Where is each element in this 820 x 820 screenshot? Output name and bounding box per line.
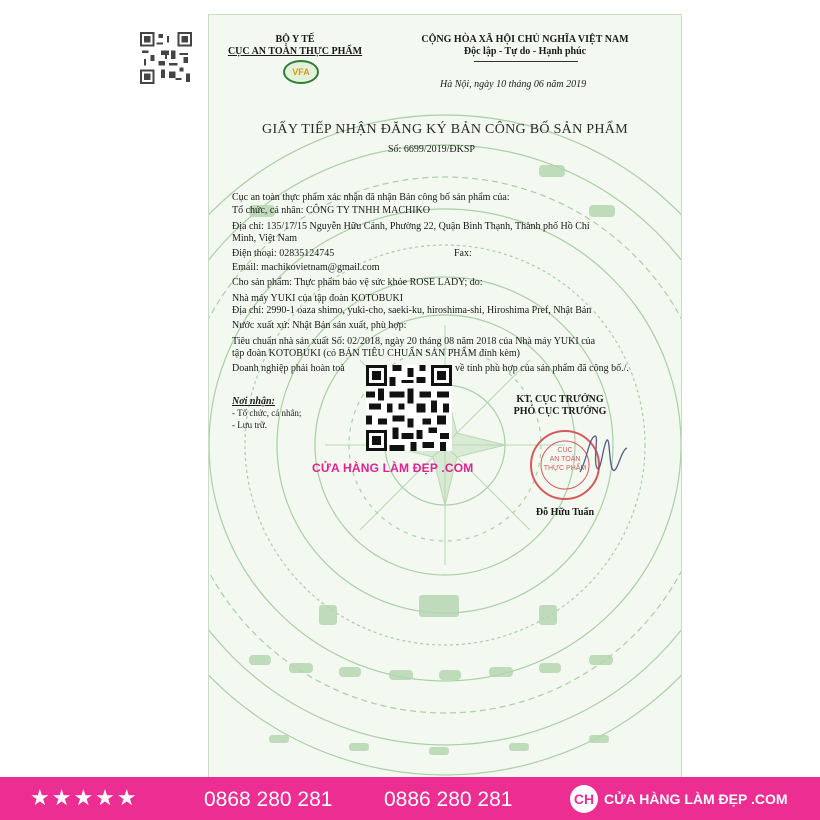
registration-number: Số: 6699/2019/ĐKSP xyxy=(388,144,475,155)
signature-title: KT. CỤC TRƯỞNG xyxy=(516,394,604,405)
department-name: CỤC AN TOÀN THỰC PHẨM xyxy=(227,46,363,57)
body-line: Cục an toàn thực phẩm xác nhận đã nhận Bản công bố sản phẩm của: xyxy=(232,192,510,203)
issue-date: Hà Nội, ngày 10 tháng 06 năm 2019 xyxy=(440,79,587,90)
origin-line: Nước xuất xứ: Nhật Bản sản xuất, phù hợp: xyxy=(232,320,407,331)
corner-qr-code xyxy=(140,32,192,84)
motto-underline xyxy=(474,61,578,62)
shop-logo-icon: CH xyxy=(570,785,598,813)
stamp-line: AN TOÀN xyxy=(549,456,581,463)
shop-brand-name[interactable]: CỬA HÀNG LÀM ĐẸP .COM xyxy=(604,791,788,807)
hotline-1[interactable]: 0868 280 281 xyxy=(204,788,333,811)
phone-line: Điện thoại: 02835124745 xyxy=(232,248,335,259)
responsibility-line: Doanh nghiệp phải hoàn toà xyxy=(232,363,345,374)
recipient-item: - Tổ chức, cá nhân; xyxy=(232,408,302,418)
standard-line-cont: tập đoàn KOTOBUKI (có BẢN TIÊU CHUẨN SẢN PHẨM đính kèm) xyxy=(232,348,520,359)
hotline-2[interactable]: 0886 280 281 xyxy=(384,788,513,811)
standard-line: Tiêu chuẩn nhà sản xuất Số: 02/2018, ngày 20 tháng 08 năm 2018 của Nhà máy YUKI của xyxy=(232,336,596,347)
organization-line: Tổ chức, cá nhân: CÔNG TY TNHH MACHIKO xyxy=(232,205,430,216)
handwritten-signature xyxy=(575,430,635,480)
shop-watermark: CỬA HÀNG LÀM ĐẸP .COM xyxy=(312,461,474,475)
verification-qr-code xyxy=(366,365,452,451)
vfa-logo: VFA xyxy=(283,60,319,84)
email-line: Email: machikovietnam@gmail.com xyxy=(232,262,380,273)
address-line: Địa chỉ: 135/17/15 Nguyễn Hữu Cảnh, Phường 22, Quận Bình Thạnh, Thành phố Hồ Chí xyxy=(232,221,590,232)
stamp-line: THỰC PHẨM xyxy=(543,465,587,472)
country-name: CỘNG HÒA XÃ HỘI CHỦ NGHĨA VIỆT NAM xyxy=(421,34,629,45)
signature-subtitle: PHÓ CỤC TRƯỞNG xyxy=(513,406,607,417)
address-line-cont: Minh, Việt Nam xyxy=(232,233,298,244)
signer-name: Đỗ Hữu Tuấn xyxy=(535,507,595,518)
recipients-label: Nơi nhận: xyxy=(232,396,275,407)
stamp-line: CỤC xyxy=(557,447,573,454)
product-line: Cho sản phẩm: Thực phẩm bảo vệ sức khỏe ROSE LADY; do: xyxy=(232,277,483,288)
rating-stars-icon: ★★★★★ xyxy=(30,786,139,811)
recipient-item: - Lưu trữ. xyxy=(232,420,267,430)
fax-label: Fax: xyxy=(454,248,472,259)
ministry-name: BỘ Y TẾ xyxy=(275,34,315,45)
responsibility-line-end: về tính phù hợp của sản phẩm đã công bố./. xyxy=(455,363,629,374)
manufacturer-line: Nhà máy YUKI của tập đoàn KOTOBUKI xyxy=(232,293,404,304)
document-title: GIẤY TIẾP NHẬN ĐĂNG KÝ BẢN CÔNG BỐ SẢN PHẨM xyxy=(262,122,628,137)
national-motto: Độc lập - Tự do - Hạnh phúc xyxy=(463,46,587,57)
manufacturer-address: Địa chỉ: 2990-1 oaza shimo, yuki-cho, saeki-ku, hiroshima-shi, Hiroshima Pref, Nhật Bản xyxy=(232,305,592,316)
